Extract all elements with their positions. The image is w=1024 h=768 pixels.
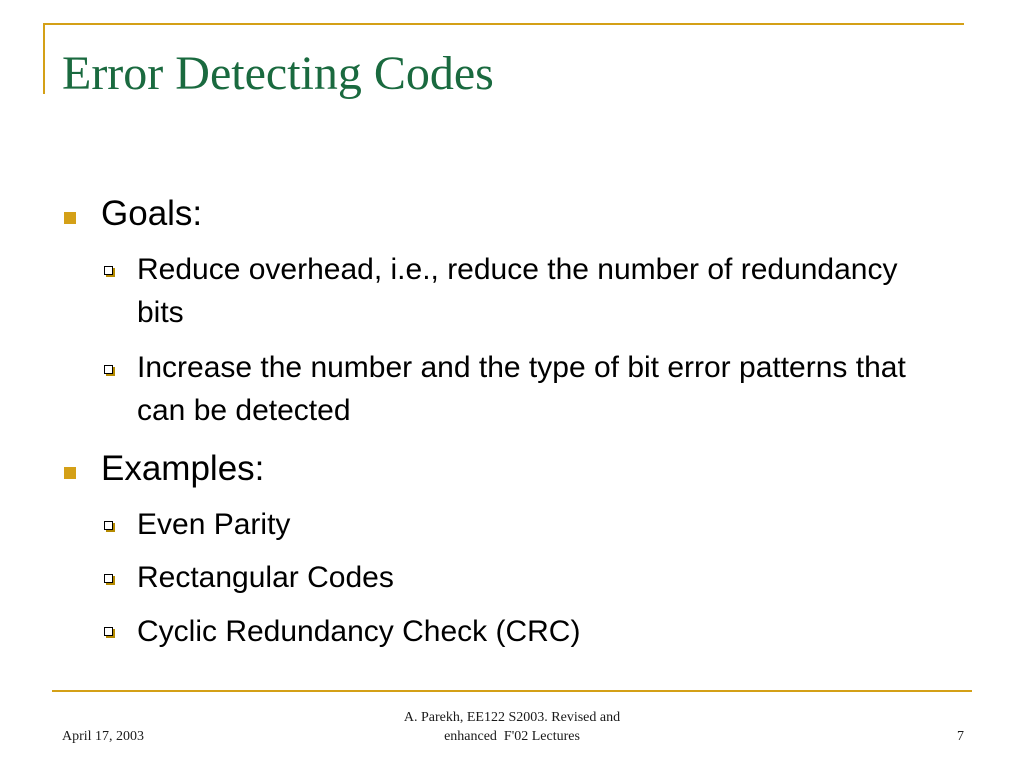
slide-title: Error Detecting Codes bbox=[62, 47, 494, 100]
square-bullet-icon bbox=[64, 467, 76, 479]
hollow-square-bullet-icon bbox=[104, 574, 113, 583]
hollow-square-bullet-icon bbox=[104, 365, 113, 374]
subitem-even-parity: Even Parity bbox=[137, 508, 291, 541]
hollow-square-bullet-icon bbox=[104, 627, 113, 636]
subitem-reduce-overhead: Reduce overhead, i.e., reduce the number of redundancy bits bbox=[137, 253, 898, 329]
subitem-crc: Cyclic Redundancy Check (CRC) bbox=[137, 615, 581, 648]
subitem-rectangular-codes: Rectangular Codes bbox=[137, 561, 394, 594]
hollow-square-bullet-icon bbox=[104, 266, 113, 275]
bullet-goals: Goals: bbox=[101, 194, 203, 233]
footer-lecture-info bbox=[362, 708, 662, 746]
footer-center-line-2: enhanced F'02 Lectures bbox=[444, 729, 580, 744]
slide-number: 7 bbox=[957, 729, 964, 744]
hollow-square-bullet-icon bbox=[104, 521, 113, 530]
footer-rule bbox=[52, 690, 972, 692]
subitem-increase-patterns: Increase the number and the type of bit error patterns that can be detected bbox=[137, 351, 906, 427]
bullet-examples: Examples: bbox=[101, 449, 265, 488]
footer-center-line-1: A. Parekh, EE122 S2003. Revised and bbox=[403, 710, 621, 725]
square-bullet-icon bbox=[64, 212, 76, 224]
footer-date: April 17, 2003 bbox=[62, 729, 145, 744]
